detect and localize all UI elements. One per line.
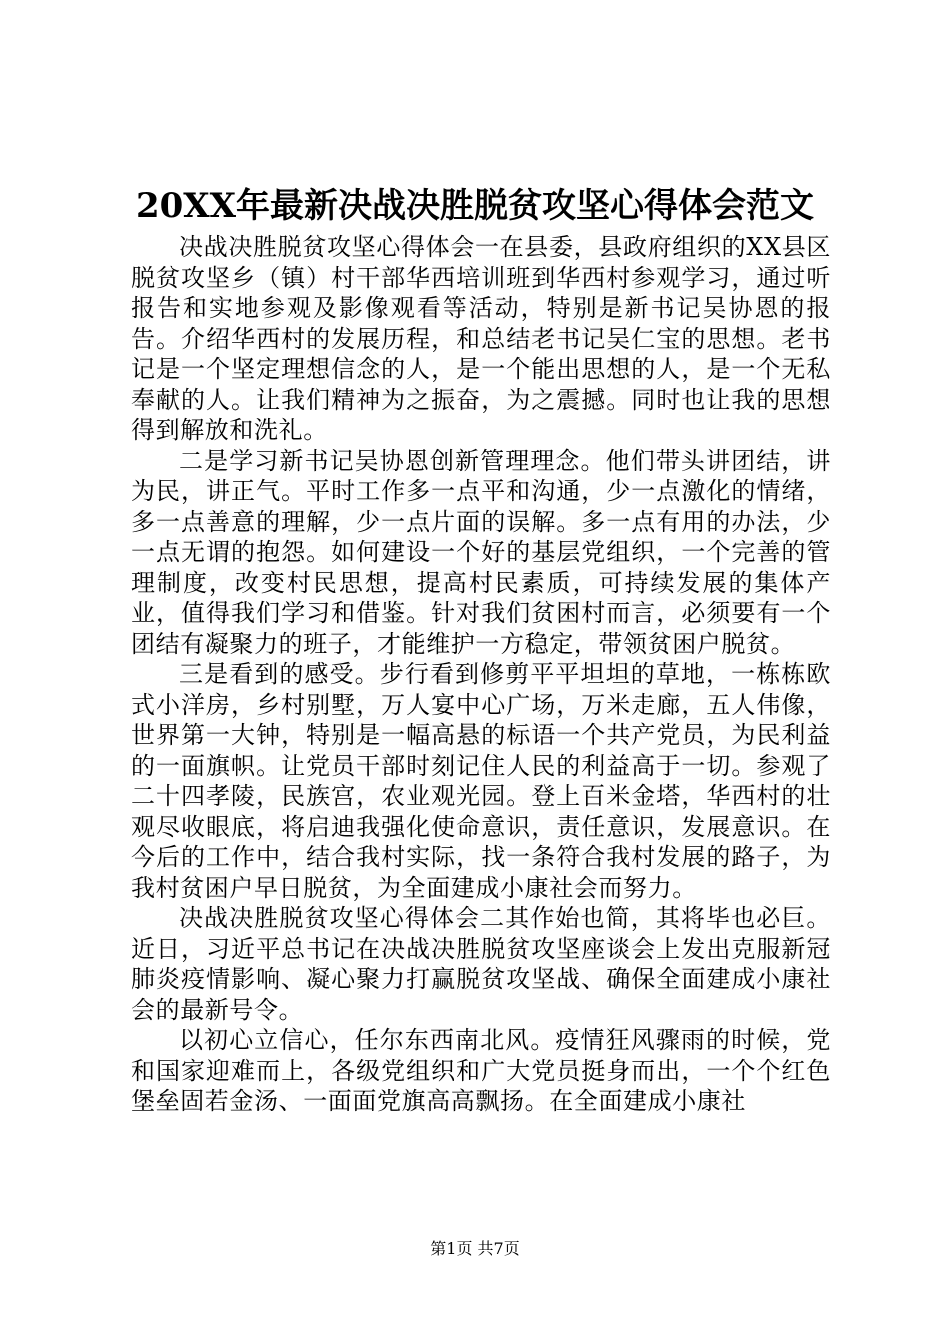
- paragraph-1: 决战决胜脱贫攻坚心得体会一在县委，县政府组织的XX县区脱贫攻坚乡（镇）村干部华西培训班到华西村参观学习，通过听报告和实地参观及影像观看等活动，特别是新书记吴协恩的报告。介绍华西村的发展历程，和总结老书记吴仁宝的思想。老书记是一个坚定理想信念的人，是一个能出思想的人，是一个无私奉献的人。让我们精神为之振奋，为之震撼。同时也让我的思想得到解放和洗礼。: [131, 233, 831, 444]
- document-title: 20XX年最新决战决胜脱贫攻坚心得体会范文: [135, 186, 815, 226]
- document-body: [131, 232, 831, 1117]
- paragraph-3: 三是看到的感受。步行看到修剪平平坦坦的草地，一栋栋欧式小洋房，乡村别墅，万人宴中心广场，万米走廊，五人伟像，世界第一大钟，特别是一幅高悬的标语一个共产党员，为民利益的一面旗帜。让党员干部时刻记住人民的利益高于一切。参观了二十四孝陵，民族宫，农业观光园。登上百米金塔，华西村的壮观尽收眼底，将启迪我强化使命意识，责任意识，发展意识。在今后的工作中，结合我村实际，找一条符合我村发展的路子，为我村贫困户早日脱贫，为全面建成小康社会而努力。: [131, 660, 831, 902]
- paragraph-2: 二是学习新书记吴协恩创新管理理念。他们带头讲团结，讲为民，讲正气。平时工作多一点平和沟通，少一点激化的情绪，多一点善意的理解，少一点片面的误解。多一点有用的办法，少一点无谓的抱怨。如何建设一个好的基层党组织，一个完善的管理制度，改变村民思想，提高村民素质，可持续发展的集体产业，值得我们学习和借鉴。针对我们贫困村而言，必须要有一个团结有凝聚力的班子，才能维护一方稳定，带领贫困户脱贫。: [131, 446, 831, 658]
- paragraph-4: 决战决胜脱贫攻坚心得体会二其作始也简，其将毕也必巨。近日，习近平总书记在决战决胜脱贫攻坚座谈会上发出克服新冠肺炎疫情影响、凝心聚力打赢脱贫攻坚战、确保全面建成小康社会的最新号令。: [131, 904, 831, 1024]
- page-number-footer: 第1页 共7页: [430, 1239, 520, 1258]
- paragraph-5: 以初心立信心，任尔东西南北风。疫情狂风骤雨的时候，党和国家迎难而上，各级党组织和广大党员挺身而出，一个个红色堡垒固若金汤、一面面党旗高高飘扬。在全面建成小康社: [131, 1026, 831, 1115]
